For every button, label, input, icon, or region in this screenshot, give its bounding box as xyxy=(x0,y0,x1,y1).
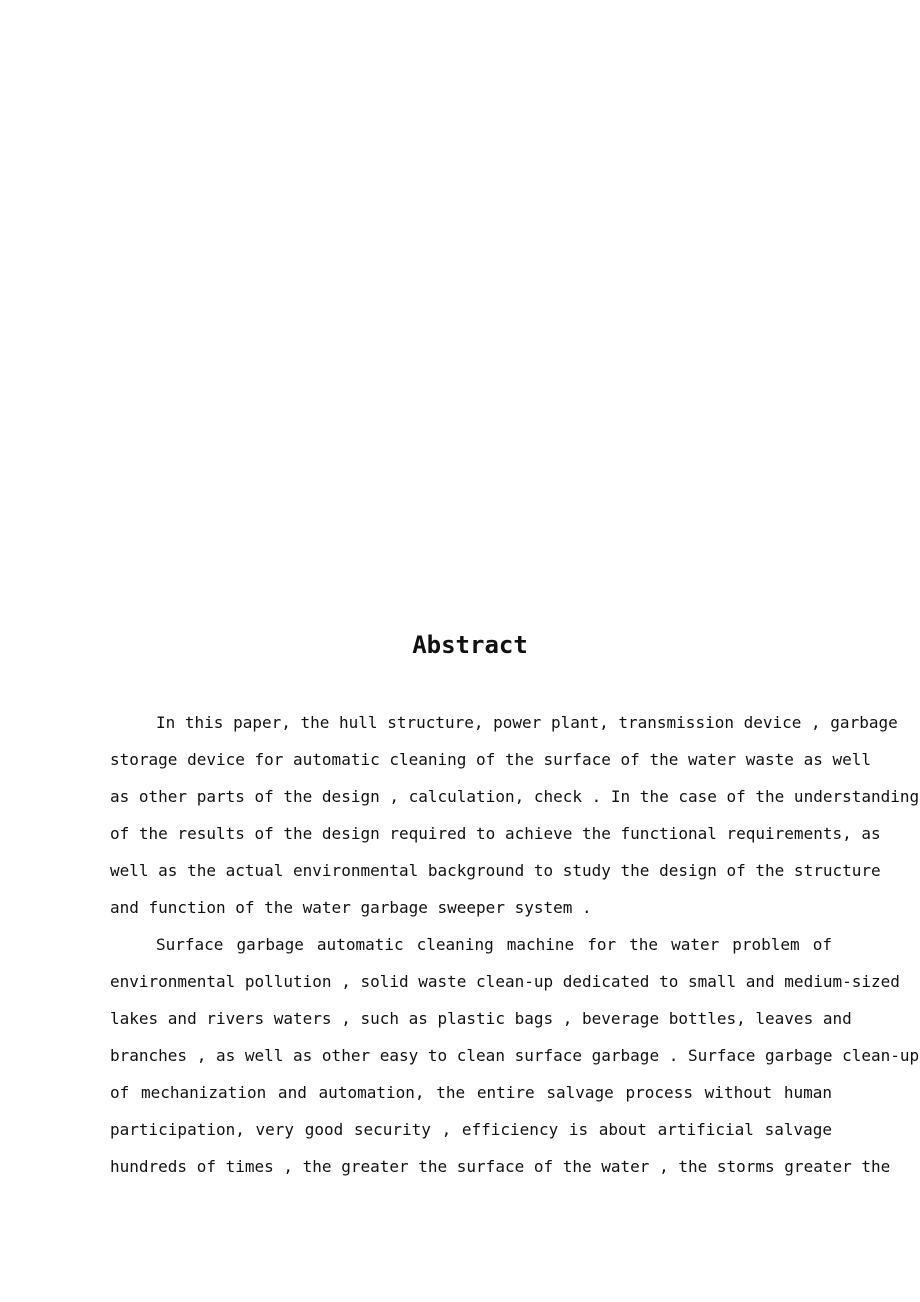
paragraph-line: of the results of the design required to achieve the functional requirements, as xyxy=(110,824,881,843)
abstract-heading: Abstract xyxy=(412,631,528,659)
paragraph-line: branches , as well as other easy to clean surface garbage . Surface garbage clean-up xyxy=(110,1046,920,1065)
paragraph-line: environmental pollution , solid waste clean-up dedicated to small and medium-sized xyxy=(110,972,900,991)
paragraph-line: as other parts of the design , calculation, check . In the case of the understanding xyxy=(110,787,920,806)
paragraph-line: storage device for automatic cleaning of the surface of the water waste as well xyxy=(110,750,871,769)
paragraph-line: participation, very good security , efficiency is about artificial salvage xyxy=(110,1120,832,1139)
paragraph-line: lakes and rivers waters , such as plastic bags , beverage bottles, leaves and xyxy=(110,1009,852,1028)
paragraph-line: well as the actual environmental background to study the design of the structure xyxy=(110,861,881,880)
paragraph-line: of mechanization and automation, the entire salvage process without human xyxy=(110,1083,832,1102)
paragraph-line: hundreds of times , the greater the surface of the water , the storms greater the xyxy=(110,1157,891,1176)
paragraph-line: and function of the water garbage sweeper system . xyxy=(110,898,592,917)
paragraph-line: In this paper, the hull structure, power plant, transmission device , garbage xyxy=(156,713,898,732)
paragraph-line: Surface garbage automatic cleaning machine for the water problem of xyxy=(156,935,832,954)
